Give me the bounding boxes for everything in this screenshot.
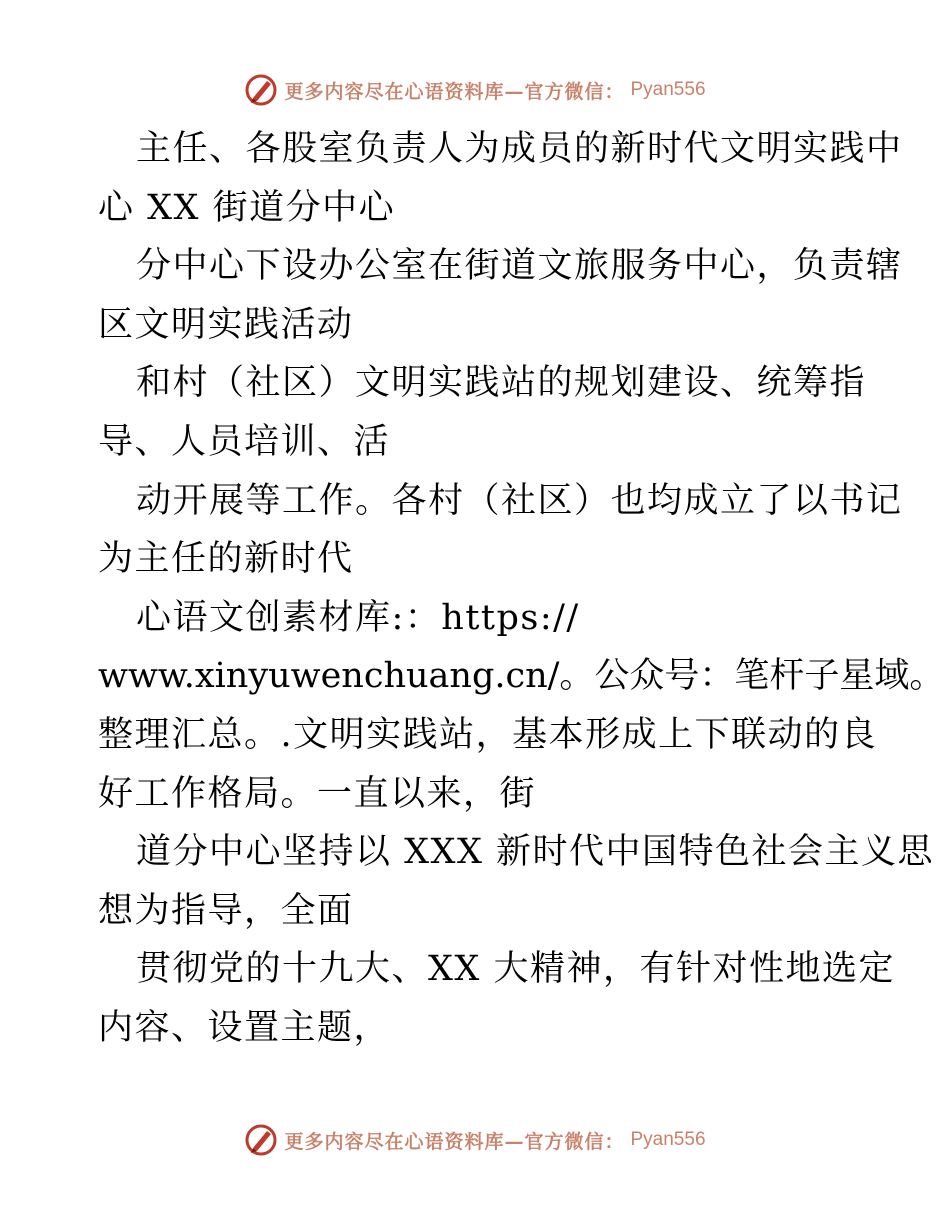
body-line: 导、人员培训、活 — [98, 421, 391, 462]
body-line: 主任、各股室负责人为成员的新时代文明实践中 — [136, 129, 903, 169]
body-line: 为主任的新时代 — [98, 539, 354, 580]
footer-wechat-id: Pyan556 — [630, 1129, 706, 1150]
body-line: 想为指导，全面 — [98, 890, 354, 931]
body-line: 贯彻党的十九大、XX 大精神，有针对性地选定 — [136, 949, 895, 990]
header-wechat-id: Pyan556 — [630, 79, 706, 100]
footer-banner — [0, 1120, 950, 1160]
document-body — [98, 120, 945, 1058]
footer-slogan: 更多内容尽在心语资料库—官方微信： — [284, 1130, 625, 1153]
body-line: 内容、设置主题， — [98, 1007, 391, 1048]
pen-logo-icon — [244, 1123, 278, 1157]
pen-logo-icon — [244, 73, 278, 107]
body-line: 整理汇总。.文明实践站，基本形成上下联动的良 — [98, 714, 878, 755]
body-line-url: www.xinyuwenchuang.cn/。公众号：笔杆子星域。 — [98, 656, 945, 697]
body-line: 心语文创素材库:：https:// — [136, 597, 580, 638]
header-banner — [0, 70, 950, 110]
body-line: 道分中心坚持以 XXX 新时代中国特色社会主义思 — [136, 832, 935, 873]
body-line: 动开展等工作。各村（社区）也均成立了以书记 — [136, 480, 903, 521]
header-slogan: 更多内容尽在心语资料库—官方微信： — [284, 80, 625, 103]
body-line: 好工作格局。一直以来，街 — [98, 773, 537, 814]
body-line: 分中心下设办公室在街道文旅服务中心，负责辖 — [136, 246, 903, 287]
body-line: 和村（社区）文明实践站的规划建设、统筹指 — [136, 363, 867, 404]
body-line: 区文明实践活动 — [98, 304, 354, 345]
body-line: 心 XX 街道分中心 — [98, 187, 396, 228]
